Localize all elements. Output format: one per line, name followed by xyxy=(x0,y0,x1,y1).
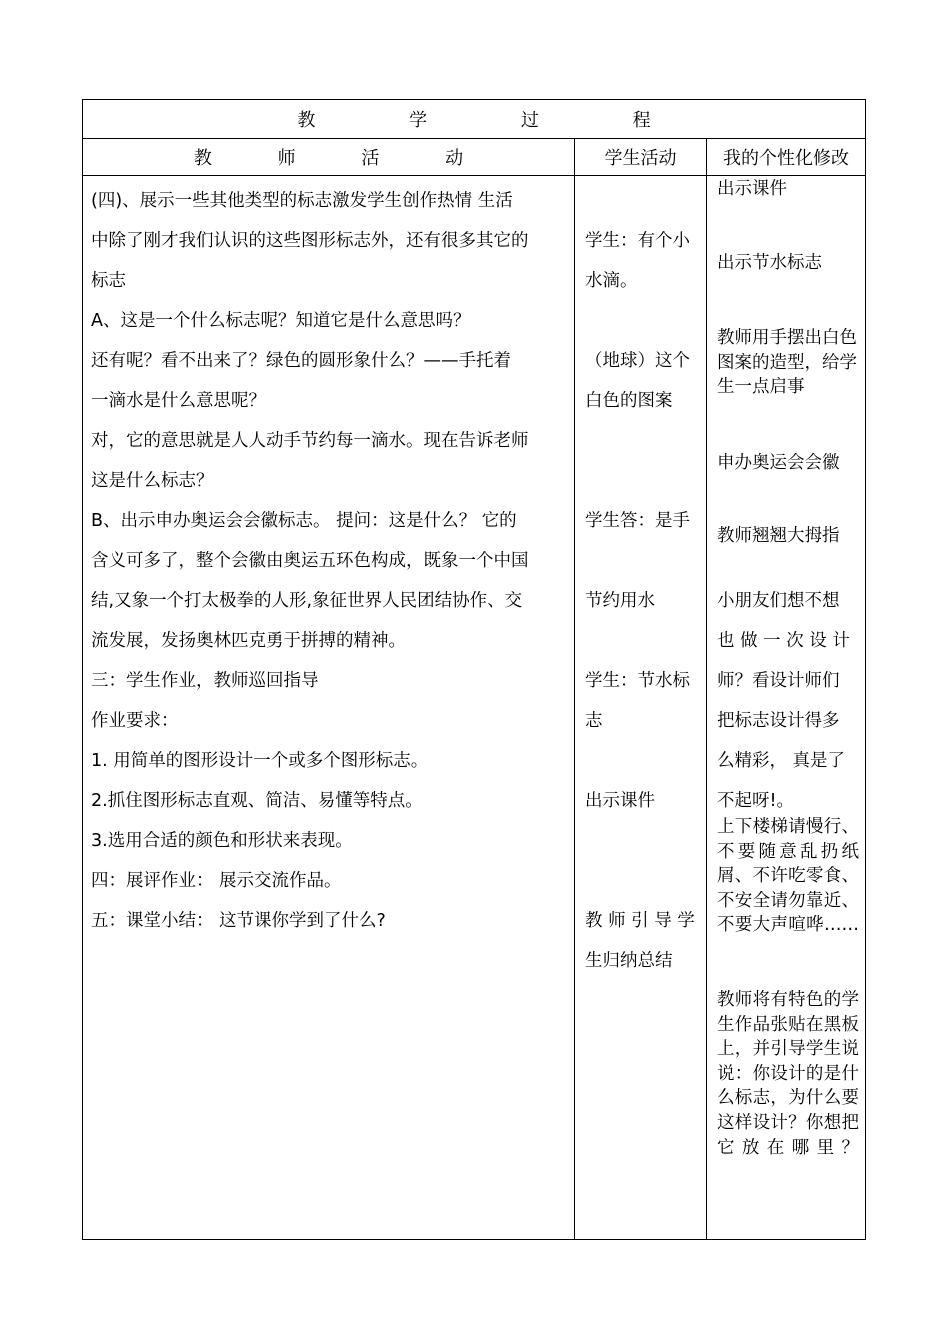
teacher-line: 作业要求： xyxy=(91,711,179,731)
header-personal-revision: 我的个性化修改 xyxy=(723,147,849,169)
table-title: 教 学 过 程 xyxy=(297,110,695,131)
teacher-line: 四：展评作业： 展示交流作品。 xyxy=(91,871,342,891)
teacher-line: 标志 xyxy=(91,271,126,291)
teacher-line: A、这是一个什么标志呢？知道它是什么意思吗？ xyxy=(91,311,471,331)
teacher-line: B、出示申办奥运会会徽标志。 提问：这是什么？ 它的 xyxy=(91,511,517,531)
student-line: 白色的图案 xyxy=(585,391,673,411)
teacher-line: 流发展，发扬奥林匹克勇于拼搏的精神。 xyxy=(91,631,406,651)
header-student-cell xyxy=(575,138,706,175)
personal-note-line: 师？看设计师们 xyxy=(717,671,840,691)
personal-note: 教师用手摆出白色图案的造型，给学生一点启事 xyxy=(717,328,857,398)
table-title-row xyxy=(83,100,865,138)
header-student-activity: 学生活动 xyxy=(604,147,677,169)
lesson-process-table xyxy=(82,99,866,1240)
personal-note-line: 也 做 一 次 设 计 xyxy=(717,631,850,651)
student-line: 水滴。 xyxy=(585,271,638,291)
teacher-line: 对，它的意思就是人人动手节约每一滴水。现在告诉老师 xyxy=(91,431,529,451)
teacher-line: 中除了刚才我们认识的这些图形标志外，还有很多其它的 xyxy=(91,231,529,251)
personal-note: 出示课件 xyxy=(717,179,787,199)
student-line: 教 师 引 导 学 xyxy=(585,911,695,931)
personal-note-line: 小朋友们想不想 xyxy=(717,591,840,611)
student-line: （地球）这个 xyxy=(585,351,690,371)
header-teacher-cell xyxy=(83,138,574,175)
row-divider xyxy=(83,175,865,176)
teacher-line: 3.选用合适的颜色和形状来表现。 xyxy=(91,831,353,851)
column-divider xyxy=(706,138,707,1239)
student-line: 节约用水 xyxy=(585,591,655,611)
student-line: 学生：节水标 xyxy=(585,671,690,691)
student-line: 学生答：是手 xyxy=(585,511,690,531)
teacher-line: 一滴水是什么意思呢？ xyxy=(91,391,266,411)
header-teacher-activity: 教 师 活 动 xyxy=(193,147,494,169)
personal-note-line: 么精彩， 真是了 xyxy=(717,751,846,771)
teacher-line: 还有呢？看不出来了？绿色的圆形象什么？——手托着 xyxy=(91,351,511,371)
teacher-line: (四)、展示一些其他类型的标志激发学生创作热情 生活 xyxy=(91,191,513,211)
teacher-line: 三：学生作业，教师巡回指导 xyxy=(91,671,319,691)
personal-note: 教师将有特色的学生作品张贴在黑板上，并引导学生说说：你设计的是什么标志，为什么要这样设计？你想把它放在哪里？ xyxy=(717,990,859,1158)
personal-note-line: 不起呀!。 xyxy=(717,791,795,811)
teacher-line: 2.抓住图形标志直观、简洁、易懂等特点。 xyxy=(91,791,423,811)
student-line: 出示课件 xyxy=(585,791,655,811)
personal-note: 出示节水标志 xyxy=(717,253,822,273)
teacher-line: 这是什么标志？ xyxy=(91,471,214,491)
personal-note: 申办奥运会会徽 xyxy=(717,453,840,473)
teacher-line: 含义可多了，整个会徽由奥运五环色构成，既象一个中国 xyxy=(91,551,529,571)
student-line: 志 xyxy=(585,711,603,731)
teacher-line: 1. 用简单的图形设计一个或多个图形标志。 xyxy=(91,751,429,771)
student-line: 学生：有个小 xyxy=(585,231,690,251)
teacher-line: 五：课堂小结： 这节课你学到了什么? xyxy=(91,911,386,931)
student-line: 生归纳总结 xyxy=(585,951,673,971)
personal-note: 教师翘翘大拇指 xyxy=(717,526,840,546)
personal-note-line: 把标志设计得多 xyxy=(717,711,840,731)
personal-note: 上下楼梯请慢行、不要随意乱扔纸屑、不许吃零食、不安全请勿靠近、不要大声喧哗…… xyxy=(717,817,859,936)
column-divider xyxy=(574,138,575,1239)
teacher-line: 结,又象一个打太极拳的人形,象征世界人民团结协作、交 xyxy=(91,591,523,611)
header-personal-cell xyxy=(707,138,865,175)
